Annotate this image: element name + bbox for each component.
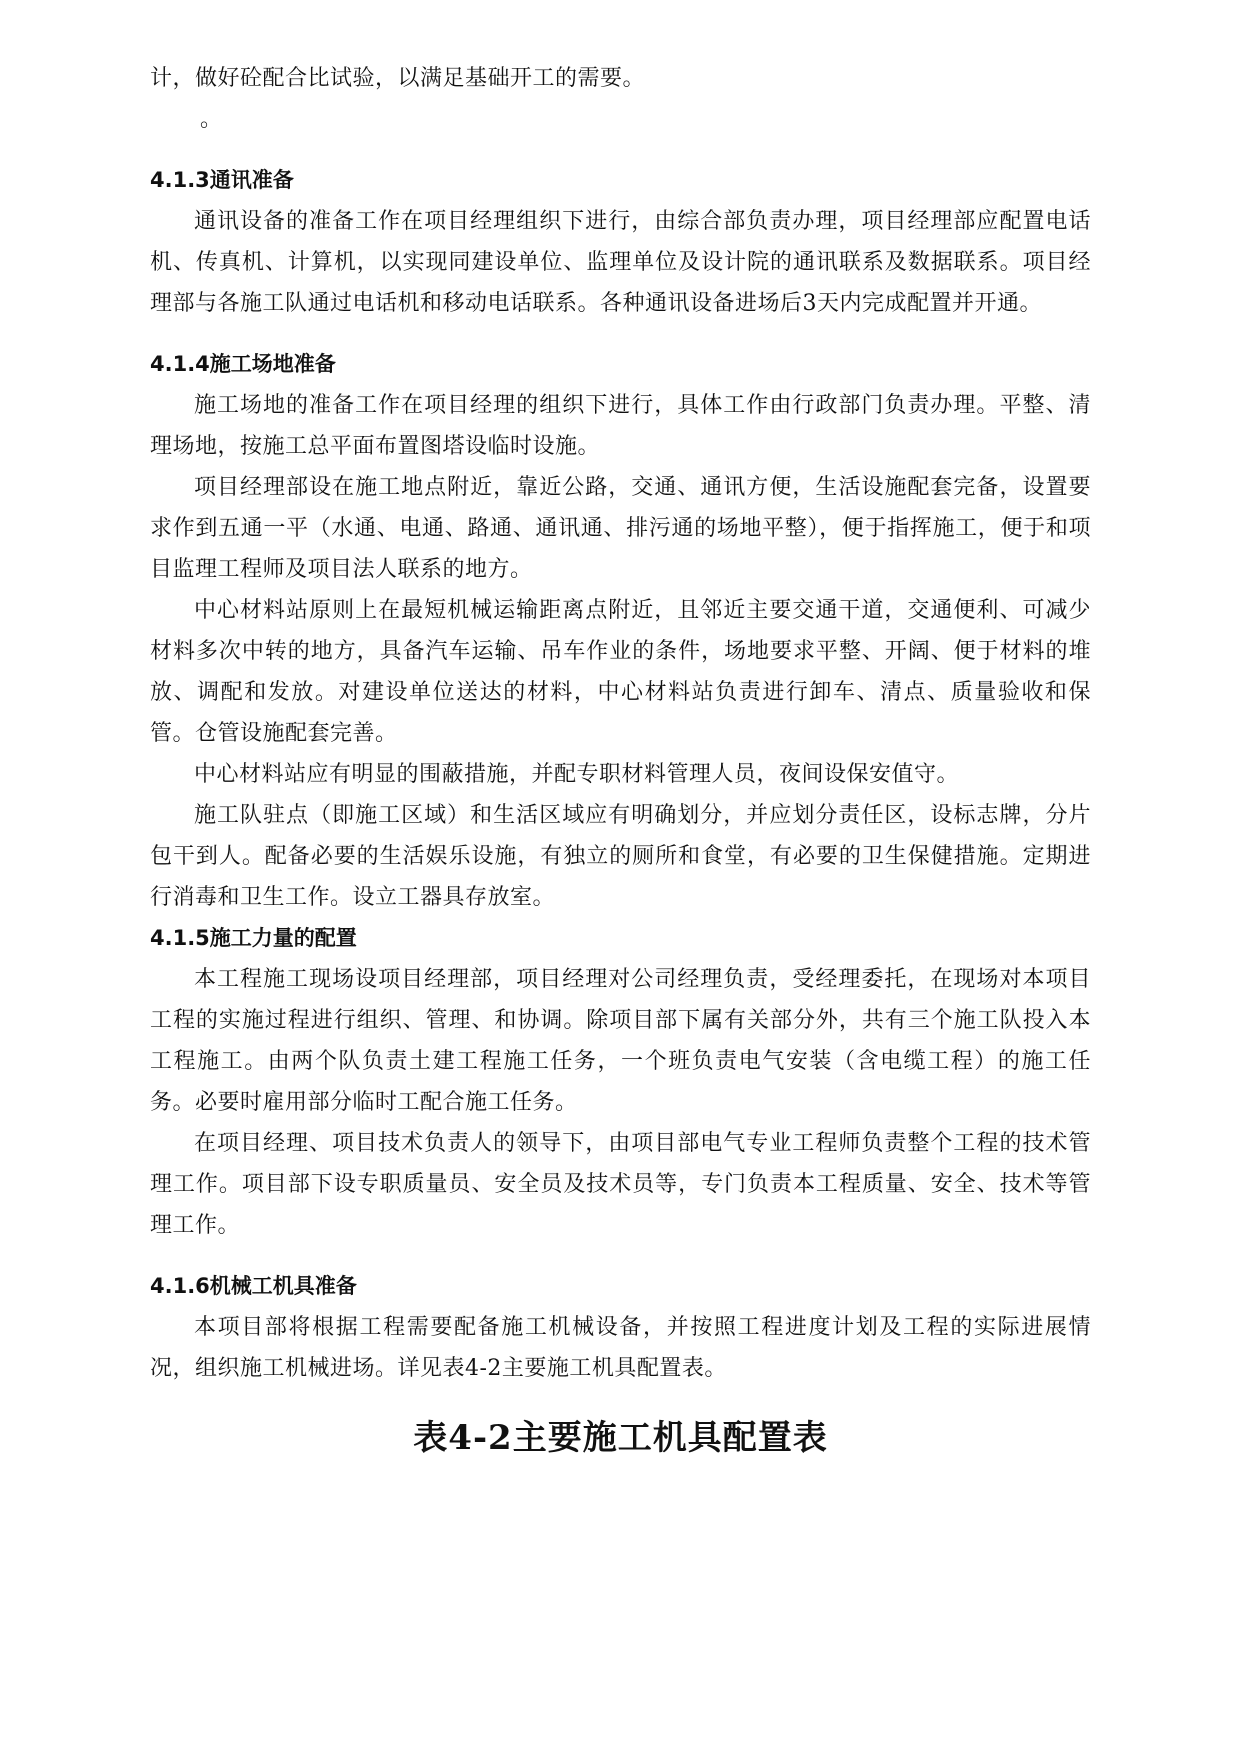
heading-4-1-4: 4.1.4施工场地准备	[150, 352, 336, 376]
paragraph-intro-continuation: 计，做好砼配合比试验，以满足基础开工的需要。	[150, 66, 646, 91]
heading-4-1-6: 4.1.6机械工机具准备	[150, 1274, 357, 1298]
paragraph-site-prep-5: 施工队驻点（即施工区域）和生活区域应有明确划分，并应划分责任区，设标志牌，分片包干到人。配备必要的生活娱乐设施，有独立的厕所和食堂，有必要的卫生保健措施。定期进行消毒和卫生工作。设立工器具存放室。	[150, 803, 1091, 910]
paragraph-site-prep-3: 中心材料站原则上在最短机械运输距离点附近，且邻近主要交通干道，交通便利、可减少材料多次中转的地方，具备汽车运输、吊车作业的条件，场地要求平整、开阔、便于材料的堆放、调配和发放。对建设单位送达的材料，中心材料站负责进行卸车、清点、质量验收和保管。仓管设施配套完善。	[150, 598, 1091, 746]
paragraph-machinery: 本项目部将根据工程需要配备施工机械设备，并按照工程进度计划及工程的实际进展情况，组织施工机械进场。详见表4-2主要施工机具配置表。	[150, 1315, 1091, 1381]
stray-period: 。	[200, 107, 223, 132]
paragraph-site-prep-4: 中心材料站应有明显的围蔽措施，并配专职材料管理人员，夜间设保安值守。	[194, 762, 960, 787]
paragraph-workforce-1: 本工程施工现场设项目经理部，项目经理对公司经理负责，受经理委托，在现场对本项目工程的实施过程进行组织、管理、和协调。除项目部下属有关部分外，共有三个施工队投入本工程施工。由两个队负责土建工程施工任务，一个班负责电气安装（含电缆工程）的施工任务。必要时雇用部分临时工配合施工任务。	[150, 967, 1091, 1115]
heading-4-1-5: 4.1.5施工力量的配置	[150, 926, 357, 950]
document-page	[150, 58, 1091, 1463]
paragraph-site-prep-1: 施工场地的准备工作在项目经理的组织下进行，具体工作由行政部门负责办理。平整、清理场地，按施工总平面布置图塔设临时设施。	[150, 393, 1091, 459]
paragraph-communication: 通讯设备的准备工作在项目经理组织下进行，由综合部负责办理，项目经理部应配置电话机、传真机、计算机，以实现同建设单位、监理单位及设计院的通讯联系及数据联系。项目经理部与各施工队通过电话机和移动电话联系。各种通讯设备进场后3天内完成配置并开通。	[150, 209, 1091, 316]
heading-4-1-3: 4.1.3通讯准备	[150, 168, 294, 192]
paragraph-site-prep-2: 项目经理部设在施工地点附近，靠近公路，交通、通讯方便，生活设施配套完备，设置要求作到五通一平（水通、电通、路通、通讯通、排污通的场地平整），便于指挥施工，便于和项目监理工程师及项目法人联系的地方。	[150, 475, 1091, 582]
paragraph-workforce-2: 在项目经理、项目技术负责人的领导下，由项目部电气专业工程师负责整个工程的技术管理工作。项目部下设专职质量员、安全员及技术员等，专门负责本工程质量、安全、技术等管理工作。	[150, 1131, 1091, 1238]
table-title: 表4-2主要施工机具配置表	[413, 1418, 828, 1458]
